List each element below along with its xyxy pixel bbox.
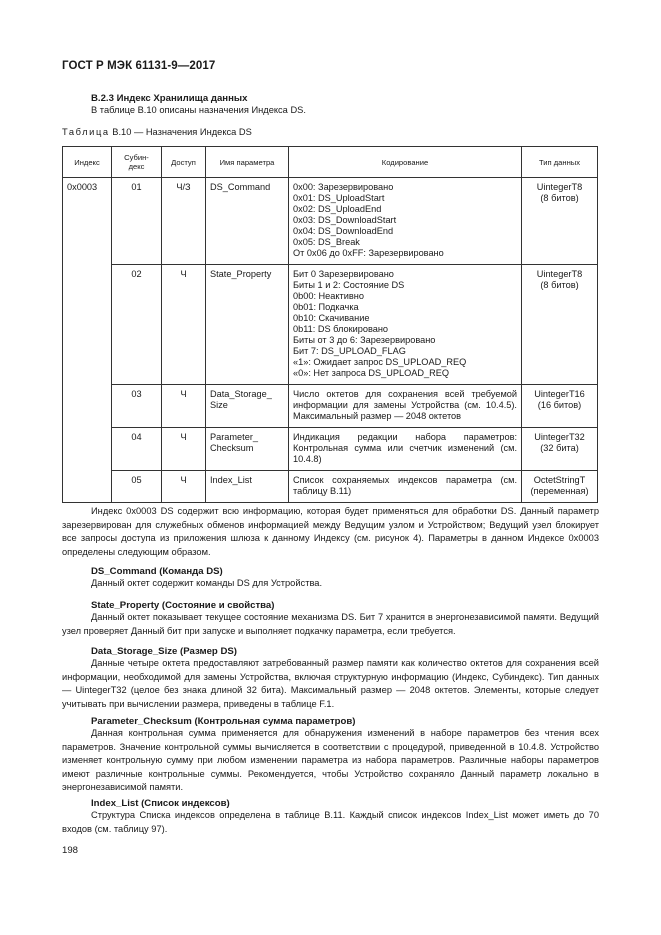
cell-name bbox=[206, 385, 289, 428]
paragraph-index-list: Структура Списка индексов определена в таблице B.11. Каждый список индексов Index_List может иметь до 70 входов (см. таблицу 97). bbox=[62, 810, 599, 834]
cell-datatype bbox=[522, 178, 598, 265]
table-caption bbox=[62, 127, 252, 137]
table-row bbox=[63, 178, 598, 265]
cell-coding: Индикация редакции набора параметров: Контрольная сумма или счетчик изменений (см. 10.4.8) bbox=[289, 428, 522, 471]
name-line: Data_Storage_ bbox=[210, 389, 272, 399]
datatype-size: (переменная) bbox=[530, 486, 589, 496]
cell-coding bbox=[289, 178, 522, 265]
coding-line: 0b11: DS блокировано bbox=[293, 324, 389, 334]
cell-coding: Список сохраняемых индексов параметра (см. таблицу B.11) bbox=[289, 471, 522, 503]
paragraph-parameter-checksum: Данная контрольная сумма применяется для обнаружения изменений в наборе параметров без чтения всех параметров. Значение контрольной суммы вычисляется в соответствии с процедурой, приведенной в 10.4.8. Устройство изменяет контрольную сумму при любом изменении параметра из набора параметров. Различные наборы параметров имеют различные контрольные суммы. Рекомендуется, чтобы Устройство сохраняло Данный параметр локально в энергонезависимой памяти. bbox=[62, 728, 599, 793]
cell-access: Ч bbox=[162, 385, 206, 428]
cell-coding bbox=[289, 265, 522, 385]
name-line: Size bbox=[210, 400, 228, 410]
cell-coding: Число октетов для сохранения всей требуемой информации для замены Устройства (см. 10.4.5). Максимальный размер — 2048 октетов bbox=[289, 385, 522, 428]
coding-line: Бит 7: DS_UPLOAD_FLAG bbox=[293, 346, 406, 356]
coding-line: 0x00: Зарезервировано bbox=[293, 182, 394, 192]
table-row bbox=[63, 385, 598, 428]
datatype-name: UintegerT16 bbox=[534, 389, 585, 399]
coding-line: От 0x06 до 0xFF: Зарезервировано bbox=[293, 248, 444, 258]
cell-access: Ч bbox=[162, 471, 206, 503]
cell-subindex: 05 bbox=[112, 471, 162, 503]
table-caption-word: Таблица bbox=[62, 127, 110, 137]
subindex-header-line-2: декс bbox=[128, 162, 145, 171]
cell-index: 0x0003 bbox=[63, 178, 112, 503]
table-row bbox=[63, 265, 598, 385]
paragraph-data-storage-size: Данные четыре октета предоставляют затребованный размер памяти как количество октетов для сохранения всей информации, необходимой для замены Устройства, включая структурную информацию (Индекс, Субиндекс). Тип данных — UintegerT32 (целое без знака длиной 32 бита). Максимальный размер — 2048 октетов. Элементы, которые следует учитывать при вычислении размера, приведены в таблице F.1. bbox=[62, 658, 599, 709]
coding-line: 0x04: DS_DownloadEnd bbox=[293, 226, 394, 236]
subheading-index-list: Index_List (Список индексов) bbox=[91, 798, 230, 809]
document-header: ГОСТ Р МЭК 61131-9—2017 bbox=[62, 60, 216, 72]
cell-name bbox=[206, 428, 289, 471]
coding-line: 0x01: DS_UploadStart bbox=[293, 193, 385, 203]
cell-name: Index_List bbox=[206, 471, 289, 503]
coding-line: 0b00: Неактивно bbox=[293, 291, 364, 301]
cell-subindex: 02 bbox=[112, 265, 162, 385]
table-row bbox=[63, 471, 598, 503]
coding-line: 0x03: DS_DownloadStart bbox=[293, 215, 397, 225]
cell-datatype bbox=[522, 265, 598, 385]
datatype-name: UintegerT8 bbox=[536, 269, 583, 279]
coding-line: «0»: Нет запроса DS_UPLOAD_REQ bbox=[293, 368, 450, 378]
col-header-index: Индекс bbox=[63, 147, 112, 178]
subheading-data-storage-size: Data_Storage_Size (Размер DS) bbox=[91, 646, 237, 657]
cell-name: DS_Command bbox=[206, 178, 289, 265]
ds-index-table bbox=[62, 146, 598, 503]
coding-line: 0x02: DS_UploadEnd bbox=[293, 204, 382, 214]
col-header-name: Имя параметра bbox=[206, 147, 289, 178]
table-row bbox=[63, 428, 598, 471]
cell-datatype bbox=[522, 471, 598, 503]
datatype-size: (8 битов) bbox=[540, 193, 579, 203]
datatype-name: UintegerT8 bbox=[536, 182, 583, 192]
paragraph-index-description: Индекс 0x0003 DS содержит всю информацию, которая будет применяться для обработки DS. Данный параметр зарезервирован для служебных обменов информацией между Ведущим узлом и Устройством; Ведущий узел блокирует все запросы доступа из приложения шлюза к данному Индексу (см. рисунок 4). Параметры в данном Индексе 0x0003 определены следующим образом. bbox=[62, 506, 599, 557]
cell-subindex: 01 bbox=[112, 178, 162, 265]
table-caption-title: B.10 — Назначения Индекса DS bbox=[109, 127, 252, 137]
datatype-name: OctetStringT bbox=[533, 475, 586, 485]
subheading-ds-command: DS_Command (Команда DS) bbox=[91, 566, 223, 577]
col-header-coding: Кодирование bbox=[289, 147, 522, 178]
coding-line: 0b10: Скачивание bbox=[293, 313, 370, 323]
cell-subindex: 03 bbox=[112, 385, 162, 428]
coding-line: 0b01: Подкачка bbox=[293, 302, 359, 312]
datatype-name: UintegerT32 bbox=[534, 432, 585, 442]
subheading-state-property: State_Property (Состояние и свойства) bbox=[91, 600, 275, 611]
coding-line: Биты 1 и 2: Состояние DS bbox=[293, 280, 405, 290]
paragraph-ds-command: Данный октет содержит команды DS для Устройства. bbox=[91, 578, 323, 588]
col-header-subindex bbox=[112, 147, 162, 178]
cell-access: Ч/З bbox=[162, 178, 206, 265]
coding-line: Биты от 3 до 6: Зарезервировано bbox=[293, 335, 436, 345]
cell-access: Ч bbox=[162, 265, 206, 385]
subheading-parameter-checksum: Parameter_Checksum (Контрольная сумма параметров) bbox=[91, 716, 356, 727]
coding-line: 0x05: DS_Break bbox=[293, 237, 360, 247]
section-heading: B.2.3 Индекс Хранилища данных bbox=[91, 93, 248, 104]
page-number: 198 bbox=[62, 845, 79, 856]
cell-access: Ч bbox=[162, 428, 206, 471]
name-line: Parameter_ bbox=[210, 432, 259, 442]
coding-line: «1»: Ожидает запрос DS_UPLOAD_REQ bbox=[293, 357, 467, 367]
datatype-size: (16 битов) bbox=[537, 400, 582, 410]
section-intro: В таблице B.10 описаны назначения Индекса DS. bbox=[91, 105, 306, 115]
cell-name: State_Property bbox=[206, 265, 289, 385]
cell-subindex: 04 bbox=[112, 428, 162, 471]
cell-datatype bbox=[522, 428, 598, 471]
name-line: Checksum bbox=[210, 443, 254, 453]
paragraph-state-property: Данный октет показывает текущее состояние механизма DS. Бит 7 хранится в энергонезависимой памяти. Ведущий узел проверяет Данный бит при запуске и выполняет подкачку параметра, если требуется. bbox=[62, 612, 599, 636]
subindex-header-line-1: Субин- bbox=[124, 153, 149, 162]
col-header-access: Доступ bbox=[162, 147, 206, 178]
cell-datatype bbox=[522, 385, 598, 428]
table-header-row bbox=[63, 147, 598, 178]
col-header-datatype: Тип данных bbox=[522, 147, 598, 178]
datatype-size: (32 бита) bbox=[540, 443, 579, 453]
datatype-size: (8 битов) bbox=[540, 280, 579, 290]
coding-line: Бит 0 Зарезервировано bbox=[293, 269, 394, 279]
